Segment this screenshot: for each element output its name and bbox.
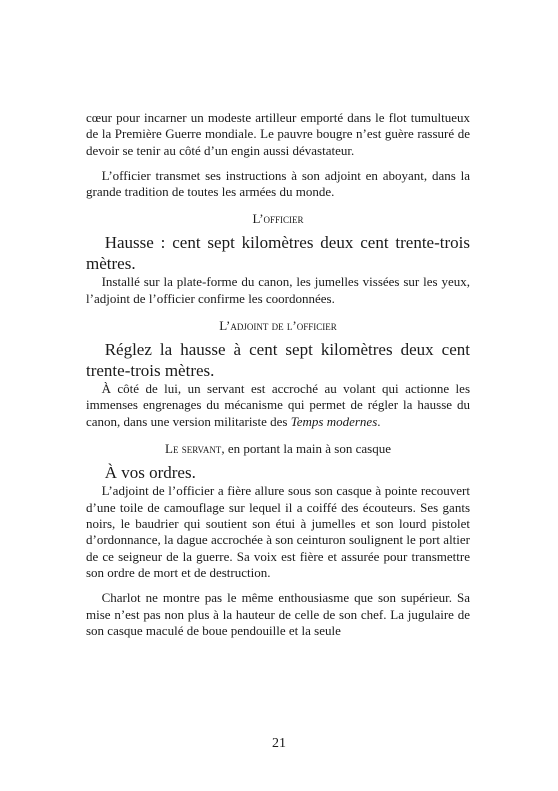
dialogue-line: Réglez la hausse à cent sept kilomètres deux cent trente-trois mètres.	[86, 340, 470, 380]
speaker-name: Le servant	[165, 440, 222, 456]
dialogue-line: Hausse : cent sept kilomètres deux cent trente-trois mètres.	[86, 233, 470, 273]
page-body	[86, 110, 470, 639]
speaker-name: L’officier	[252, 211, 304, 227]
page-number: 21	[272, 736, 286, 751]
paragraph: Installé sur la plate-forme du canon, les jumelles vissées sur les yeux, l’adjoint de l’officier confirme les coordonnées.	[86, 274, 470, 306]
speaker-line	[86, 441, 470, 457]
paragraph: cœur pour incarner un modeste artilleur emporté dans le flot tumultueux de la Première Guerre mondiale. Le pauvre bougre n’est guère rassuré de devoir se tenir au côté d’un engin aussi dévastateur.	[86, 110, 470, 158]
speaker-name: L’adjoint de l’officier	[219, 318, 337, 334]
paragraph: L’officier transmet ses instructions à son adjoint en aboyant, dans la grande tradition de toutes les armées du monde.	[86, 167, 470, 200]
film-title: Temps modernes	[290, 413, 378, 429]
dialogue-line: À vos ordres.	[104, 462, 196, 482]
paragraph: Charlot ne montre pas le même enthousiasme que son supérieur. Sa mise n’est pas non plus à la hauteur de celle de son chef. La jugulaire de son casque maculé de boue pendouille et la seule	[86, 590, 470, 638]
paragraph: L’adjoint de l’officier a fière allure sous son casque à pointe recouvert d’une toile de camouflage sur lequel il a coiffé des écouteurs. Ses gants noirs, le baudrier qui soutient son étui à jumelles et son lourd pistolet d’ordonnance, la dague accrochée à son ceinturon soulignent le port altier de ce seigneur de la guerre. Sa voix est fière et assurée pour transmettre son ordre de mort et de destruction.	[86, 483, 470, 580]
paragraph-text: .	[377, 413, 381, 429]
paragraph-text: À côté de lui, un servant est accroché au volant qui actionne les immenses engrenages du mécanisme qui permet de régler la hausse du canon, dans une version militariste des	[86, 381, 470, 429]
stage-direction: , en portant la main à son casque	[221, 440, 391, 456]
paragraph	[86, 381, 470, 430]
